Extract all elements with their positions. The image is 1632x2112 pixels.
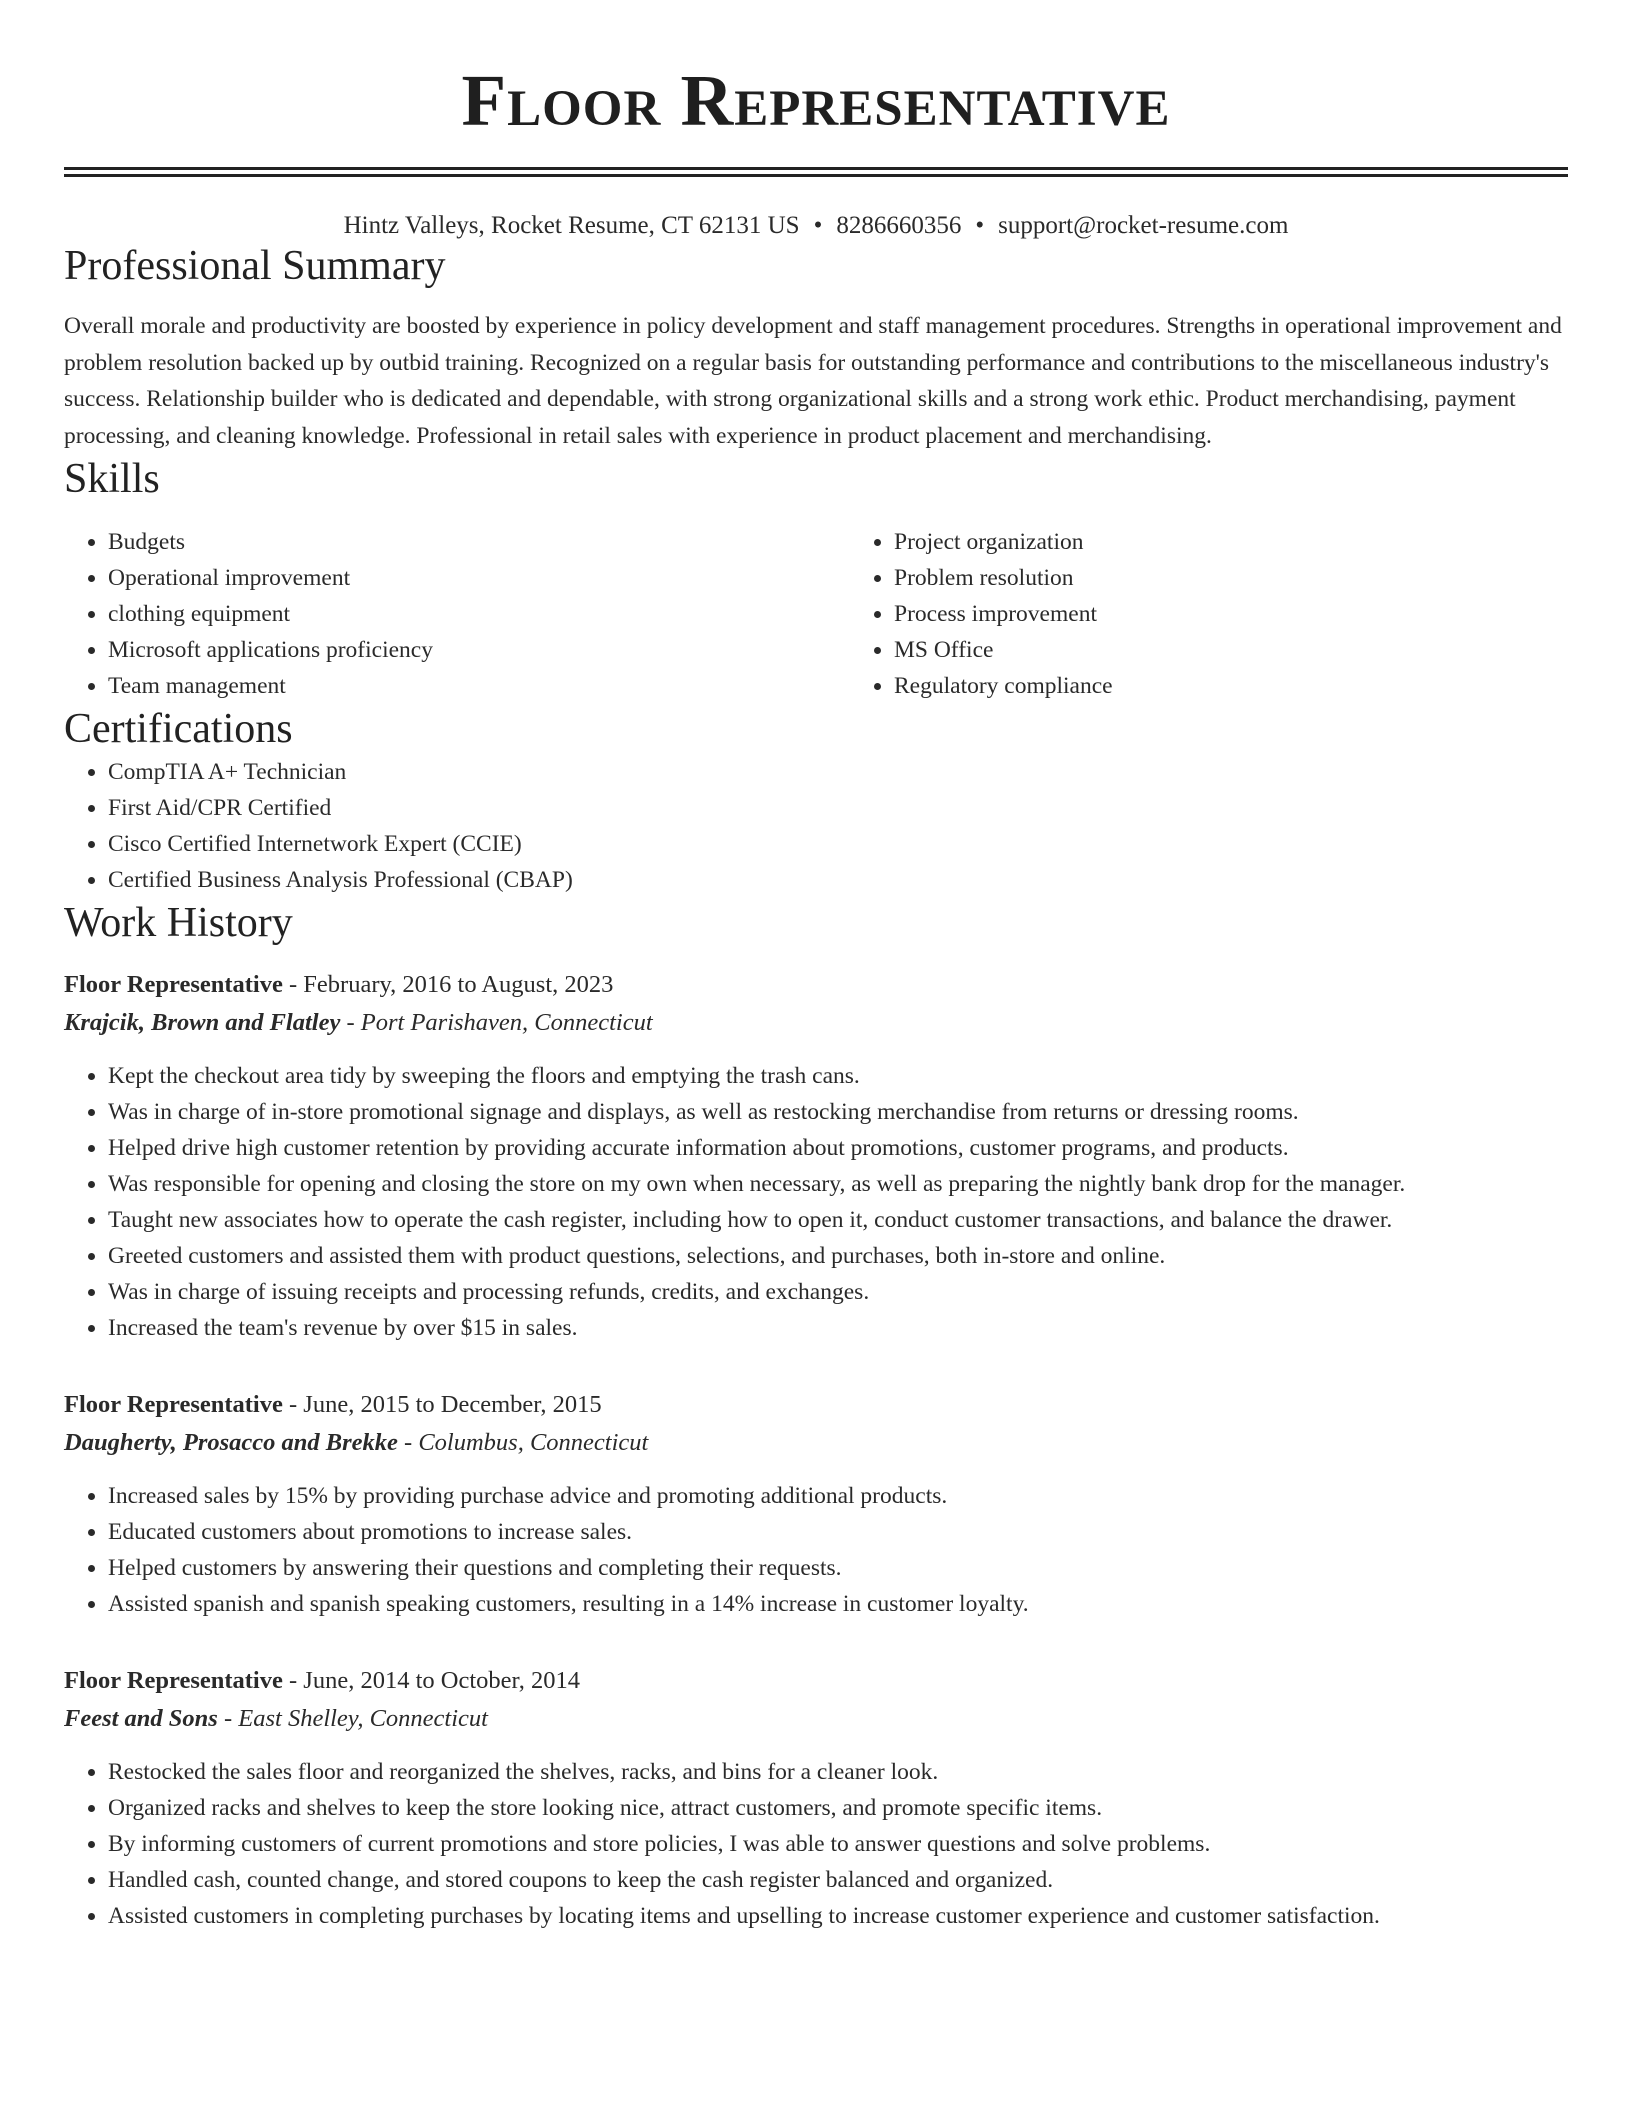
job-duty: • Educated customers about promotions to increase sales. xyxy=(108,1514,1568,1550)
job-role: Floor Representative xyxy=(64,1667,283,1694)
title-double-rule xyxy=(64,167,1568,177)
section-title-summary: Professional Summary xyxy=(64,243,446,289)
certification-item: • Cisco Certified Internetwork Expert (CCIE) xyxy=(108,826,1568,862)
job-dash: - xyxy=(289,1391,298,1418)
job-location: Columbus, Connecticut xyxy=(418,1429,649,1456)
job-dash: - xyxy=(346,1009,355,1036)
job-company: Krajcik, Brown and Flatley xyxy=(64,1009,341,1036)
section-title-certifications: Certifications xyxy=(64,706,293,752)
job-duty: • Handled cash, counted change, and stored coupons to keep the cash register balanced and organized. xyxy=(108,1862,1568,1898)
job-duty: • Organized racks and shelves to keep the store looking nice, attract customers, and promote specific items. xyxy=(108,1790,1568,1826)
skill-item: • Project organization xyxy=(894,524,1632,560)
job-dash: - xyxy=(404,1429,413,1456)
job-location: East Shelley, Connecticut xyxy=(238,1705,488,1732)
job-duty: • Greeted customers and assisted them with product questions, selections, and purchases, both in-store and online. xyxy=(108,1238,1568,1274)
job-duties-list xyxy=(64,1754,1568,1934)
job-duty: • Helped drive high customer retention by providing accurate information about promotions, customer programs, and products. xyxy=(108,1130,1568,1166)
job-role: Floor Representative xyxy=(64,1391,283,1418)
skill-item: • Process improvement xyxy=(894,596,1632,632)
skill-item: • MS Office xyxy=(894,632,1632,668)
job-company-line xyxy=(64,1004,1568,1042)
job-duty: • Increased sales by 15% by providing purchase advice and promoting additional products. xyxy=(108,1478,1568,1514)
job-company: Feest and Sons xyxy=(64,1705,218,1732)
skill-item: • Problem resolution xyxy=(894,560,1632,596)
job-duty: • Assisted customers in completing purchases by locating items and upselling to increase customer experience and customer satisfaction. xyxy=(108,1898,1568,1934)
job-duty: • Assisted spanish and spanish speaking customers, resulting in a 14% increase in customer loyalty. xyxy=(108,1586,1568,1622)
skill-item: • Budgets xyxy=(108,524,850,560)
job-duty: • Was in charge of in-store promotional signage and displays, as well as restocking merchandise from returns or dressing rooms. xyxy=(108,1094,1568,1130)
job-duty: • By informing customers of current promotions and store policies, I was able to answer questions and solve problems. xyxy=(108,1826,1568,1862)
job-duty: • Was in charge of issuing receipts and processing refunds, credits, and exchanges. xyxy=(108,1274,1568,1310)
job-dates: June, 2014 to October, 2014 xyxy=(303,1667,580,1694)
section-title-skills: Skills xyxy=(64,456,160,502)
job-role: Floor Representative xyxy=(64,971,283,998)
job-company-line xyxy=(64,1424,1568,1462)
certification-item: • First Aid/CPR Certified xyxy=(108,790,1568,826)
job-entry xyxy=(64,966,1568,1346)
contact-email: support@rocket-resume.com xyxy=(998,212,1289,239)
contact-address: Hintz Valleys, Rocket Resume, CT 62131 US xyxy=(343,212,800,239)
job-duties-list xyxy=(64,1058,1568,1346)
job-location: Port Parishaven, Connecticut xyxy=(360,1009,653,1036)
contact-line xyxy=(64,211,1568,241)
summary-text: Overall morale and productivity are boosted by experience in policy development and staff management procedures. Strengths in operational improvement and problem resolution backed up by outbid training. Recognized on a regular basis for outstanding performance and contributions to the miscellaneous industry's success. Relationship builder who is dedicated and dependable, with strong organizational skills and a strong work ethic. Product merchandising, payment processing, and cleaning knowledge. Professional in retail sales with experience in product placement and merchandising. xyxy=(64,313,1562,449)
certifications-list xyxy=(64,754,1568,898)
job-entry xyxy=(64,1386,1568,1622)
skills-list-right xyxy=(850,524,1632,704)
job-duty: • Restocked the sales floor and reorganized the shelves, racks, and bins for a cleaner look. xyxy=(108,1754,1568,1790)
contact-phone: 8286660356 xyxy=(836,212,962,239)
job-header xyxy=(64,1386,1568,1424)
contact-separator: • xyxy=(975,212,985,239)
job-duty: • Increased the team's revenue by over $15 in sales. xyxy=(108,1310,1568,1346)
job-company-line xyxy=(64,1700,1568,1738)
skill-item: • Team management xyxy=(108,668,850,704)
job-duty: • Taught new associates how to operate the cash register, including how to open it, conduct customer transactions, and balance the drawer. xyxy=(108,1202,1568,1238)
skill-item: • clothing equipment xyxy=(108,596,850,632)
job-dash: - xyxy=(289,1667,298,1694)
job-duty: • Kept the checkout area tidy by sweeping the floors and emptying the trash cans. xyxy=(108,1058,1568,1094)
job-dates: February, 2016 to August, 2023 xyxy=(303,971,614,998)
job-dash: - xyxy=(289,971,298,998)
skill-item: • Operational improvement xyxy=(108,560,850,596)
job-header xyxy=(64,1662,1568,1700)
job-duties-list xyxy=(64,1478,1568,1622)
job-entry xyxy=(64,1662,1568,1934)
job-dates: June, 2015 to December, 2015 xyxy=(303,1391,602,1418)
job-header xyxy=(64,966,1568,1004)
candidate-name: Floor Representative xyxy=(461,60,1171,141)
job-company: Daugherty, Prosacco and Brekke xyxy=(64,1429,398,1456)
job-dash: - xyxy=(223,1705,233,1732)
contact-separator: • xyxy=(813,212,823,239)
skills-list-left xyxy=(64,524,850,704)
job-duty: • Was responsible for opening and closing the store on my own when necessary, as well as preparing the nightly bank drop for the manager. xyxy=(108,1166,1568,1202)
job-duty: • Helped customers by answering their questions and completing their requests. xyxy=(108,1550,1568,1586)
skill-item: • Regulatory compliance xyxy=(894,668,1632,704)
certification-item: • CompTIA A+ Technician xyxy=(108,754,1568,790)
skill-item: • Microsoft applications proficiency xyxy=(108,632,850,668)
skills-columns xyxy=(64,524,1568,704)
certification-item: • Certified Business Analysis Professional (CBAP) xyxy=(108,862,1568,898)
section-title-work-history: Work History xyxy=(64,900,293,946)
